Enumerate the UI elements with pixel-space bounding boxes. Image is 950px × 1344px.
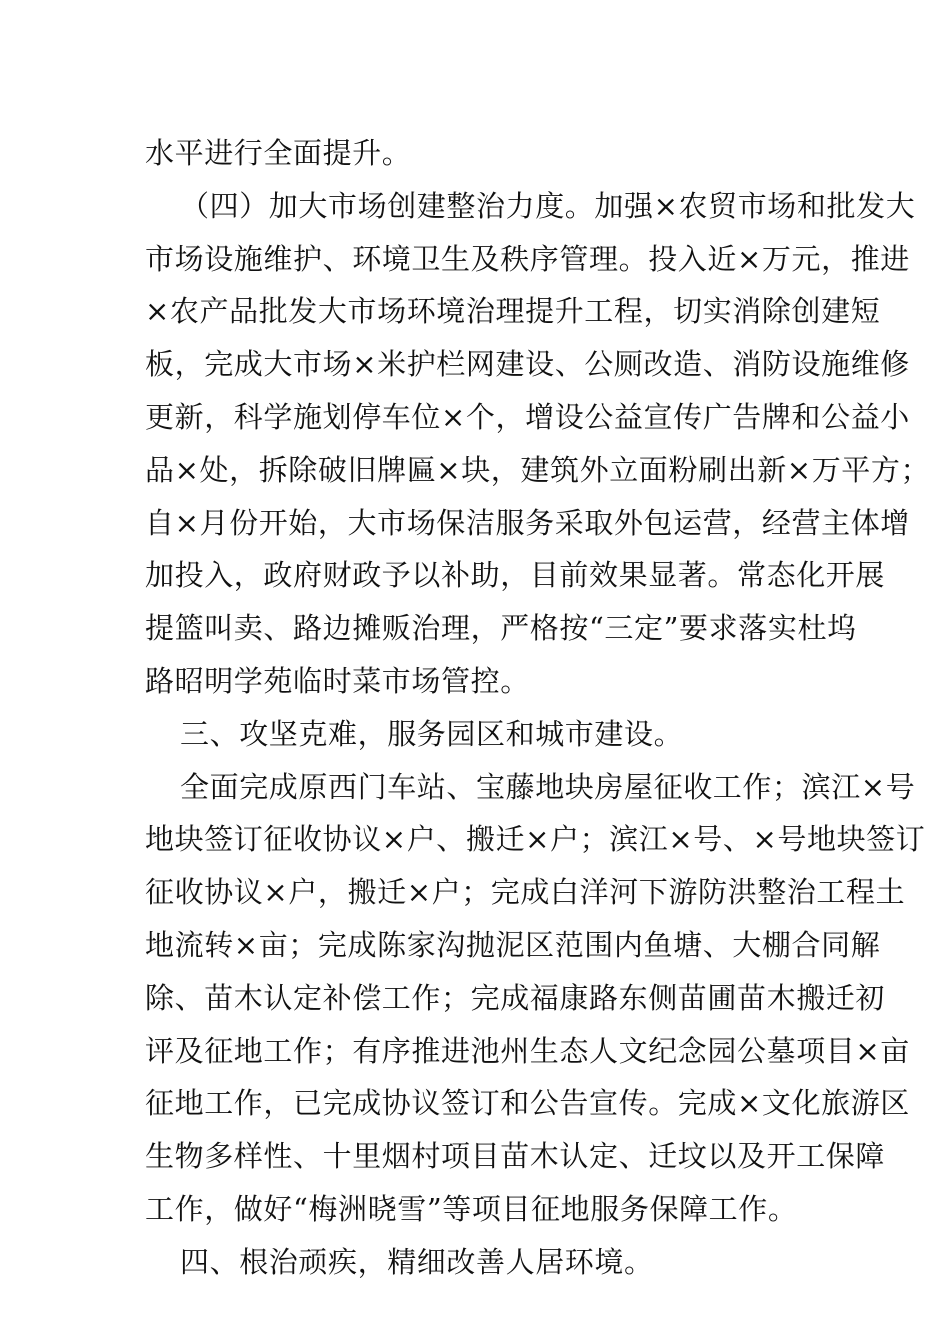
text-line: 自×月份开始，大市场保洁服务采取外包运营，经营主体增 xyxy=(145,505,910,540)
text-line: 品×处，拆除破旧牌匾×块，建筑外立面粉刷出新×万平方； xyxy=(145,452,931,487)
text-line: 地流转×亩；完成陈家沟抛泥区范围内鱼塘、大棚合同解 xyxy=(145,927,881,962)
text-line: 地块签订征收协议×户、搬迁×户；滨江×号、×号地块签订 xyxy=(145,822,926,857)
text-line: 提篮叫卖、路边摊贩治理，严格按“三定”要求落实杜坞 xyxy=(145,611,857,646)
text-line: 全面完成原西门车站、宝藤地块房屋征收工作；滨江×号 xyxy=(180,769,916,804)
text-line: 征收协议×户，搬迁×户；完成白洋河下游防洪整治工程土 xyxy=(145,875,906,910)
text-line: 更新，科学施划停车位×个，增设公益宣传广告牌和公益小 xyxy=(145,399,910,434)
text-line: 路昭明学苑临时菜市场管控。 xyxy=(145,663,530,698)
text-line: （四）加大市场创建整治力度。加强×农贸市场和批发大 xyxy=(180,188,916,223)
text-line: 生物多样性、十里烟村项目苗木认定、迁坟以及开工保障 xyxy=(145,1139,886,1174)
text-line: ×农产品批发大市场环境治理提升工程，切实消除创建短 xyxy=(145,294,881,329)
text-line: 工作，做好“梅洲晓雪”等项目征地服务保障工作。 xyxy=(145,1191,798,1226)
text-line: 征地工作，已完成协议签订和公告宣传。完成×文化旅游区 xyxy=(145,1086,910,1121)
text-line: 市场设施维护、环境卫生及秩序管理。投入近×万元，推进 xyxy=(145,241,910,276)
text-line: 水平进行全面提升。 xyxy=(145,136,412,170)
section-heading: 三、攻坚克难，服务园区和城市建设。 xyxy=(180,716,684,751)
text-line: 板，完成大市场×米护栏网建设、公厕改造、消防设施维修 xyxy=(145,347,910,382)
section-heading: 四、根治顽疾，精细改善人居环境。 xyxy=(180,1244,654,1279)
text-line: 评及征地工作；有序推进池州生态人文纪念园公墓项目×亩 xyxy=(145,1033,910,1068)
text-line: 加投入，政府财政予以补助，目前效果显著。常态化开展 xyxy=(145,558,886,593)
document-body xyxy=(145,127,931,1289)
text-line: 除、苗木认定补偿工作；完成福康路东侧苗圃苗木搬迁初 xyxy=(145,980,886,1015)
